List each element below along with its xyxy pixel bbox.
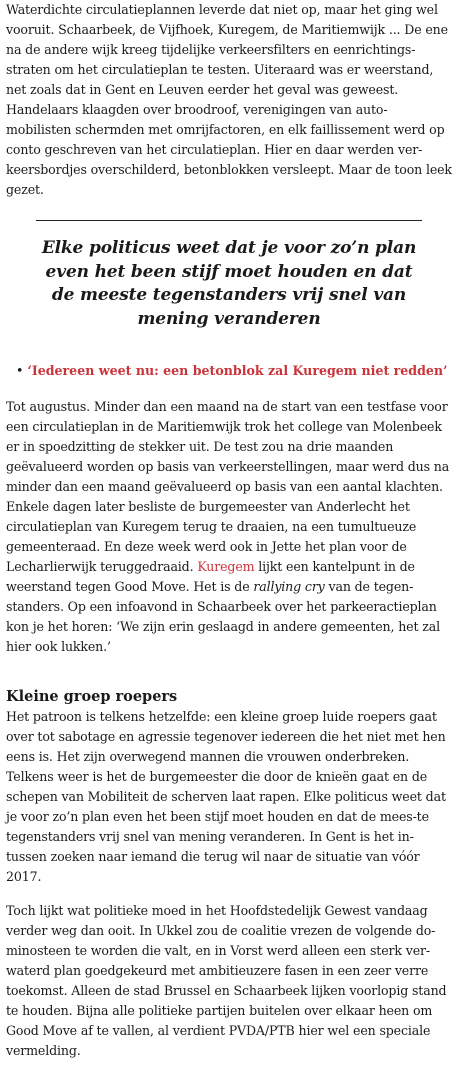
paragraph-august [6, 397, 452, 657]
paragraph-courage: Toch lijkt wat politieke moed in het Hoofdstedelijk Gewest vandaag verder weg dan ooit. In Ukkel zou de coalitie vrezen de volgende do-minosteen te worden die valt, en in Vorst werd alleen een sterk ver-waterd plan goedgekeurd met ambitieuzere fasen in een zeer verre toekomst. Alleen de stad Brussel en Schaarbeek lijken voorlopig stand te houden. Bijna alle politieke partijen buitelen over elkaar heen om Good Move af te vallen, al verdient PVDA/PTB hier wel een speciale vermelding. [6, 903, 447, 1058]
pull-quote-block [36, 220, 422, 331]
related-article-link[interactable]: ‘Iedereen weet nu: een betonblok zal Kuregem niet redden’ [27, 363, 448, 378]
pull-quote: Elke politicus weet dat je voor zo’n plan even het been stijf moet houden en dat de meeste tegenstanders vrij snel van mening veranderen [41, 238, 417, 329]
bullet-icon: • [16, 363, 24, 378]
paragraph-august-text-2: lijkt een kantelpunt in de weerstand tegen Good Move. Het is de [6, 559, 415, 594]
related-article-item [6, 361, 452, 381]
paragraph-august-italic: rallying cry [253, 579, 325, 594]
paragraph-intro: Waterdichte circulatieplannen leverde dat niet op, maar het ging wel vooruit. Schaarbeek, de Vijfhoek, Kuregem, de Maritiemwijk ... De ene na de andere wijk kreeg tijdelijke verkeersfilters en eenrichtings-straten om het circulatieplan te testen. Uiteraard was er weerstand, net zoals dat in Gent en Leuven eerder het geval was geweest. Handelaars klaagden over broodroof, verenigingen van auto-mobilisten schermden met omrijfactoren, en elk faillissement werd op conto geschreven van het circulatieplan. Hier en daar werden ver-keersbordjes overschilderd, betonblokken versleept. Maar de toon leek gezet. [6, 2, 452, 197]
section-heading: Kleine groep roepers [6, 688, 178, 705]
paragraph-pattern: Het patroon is telkens hetzelfde: een kleine groep luide roepers gaat over tot sabotage en agressie tegenover iedereen die het niet met hen eens is. Het zijn overwegend mannen die vrouwen onderbreken. Telkens weer is het de burgemeester die door de knieën gaat en de schepen van Mobiliteit de scherven laat rapen. Elke politicus weet dat je voor zo’n plan even het been stijf moet houden en dat de mees-te tegenstanders vrij snel van mening veranderen. In Gent is het in-tussen zoeken naar iemand die terug wil naar de situatie van vóór 2017. [6, 709, 446, 884]
kuregem-link[interactable]: Kuregem [197, 559, 255, 574]
paragraph-august-text-3: van de tegen-standers. Op een infoavond in Schaarbeek over het parkeeractieplan kon je het horen: ‘We zijn erin geslaagd in andere gemeenten, het zal hier ook lukken.’ [6, 579, 440, 654]
paragraph-august-text-1: Tot augustus. Minder dan een maand na de start van een testfase voor een circulatieplan in de Maritiemwijk trok het college van Molenbeek er in spoedzitting de stekker uit. De test zou na drie maanden geëvalueerd worden op basis van verkeerstellingen, maar werd dus na minder dan een maand geëvalueerd op basis van een aantal klachten. Enkele dagen later besliste de burgemeester van Anderlecht het circulatieplan van Kuregem terug te draaien, na een tumultueuze gemeenteraad. En deze week werd ook in Jette het plan voor de Lecharlierwijk teruggedraaid. [6, 399, 450, 574]
